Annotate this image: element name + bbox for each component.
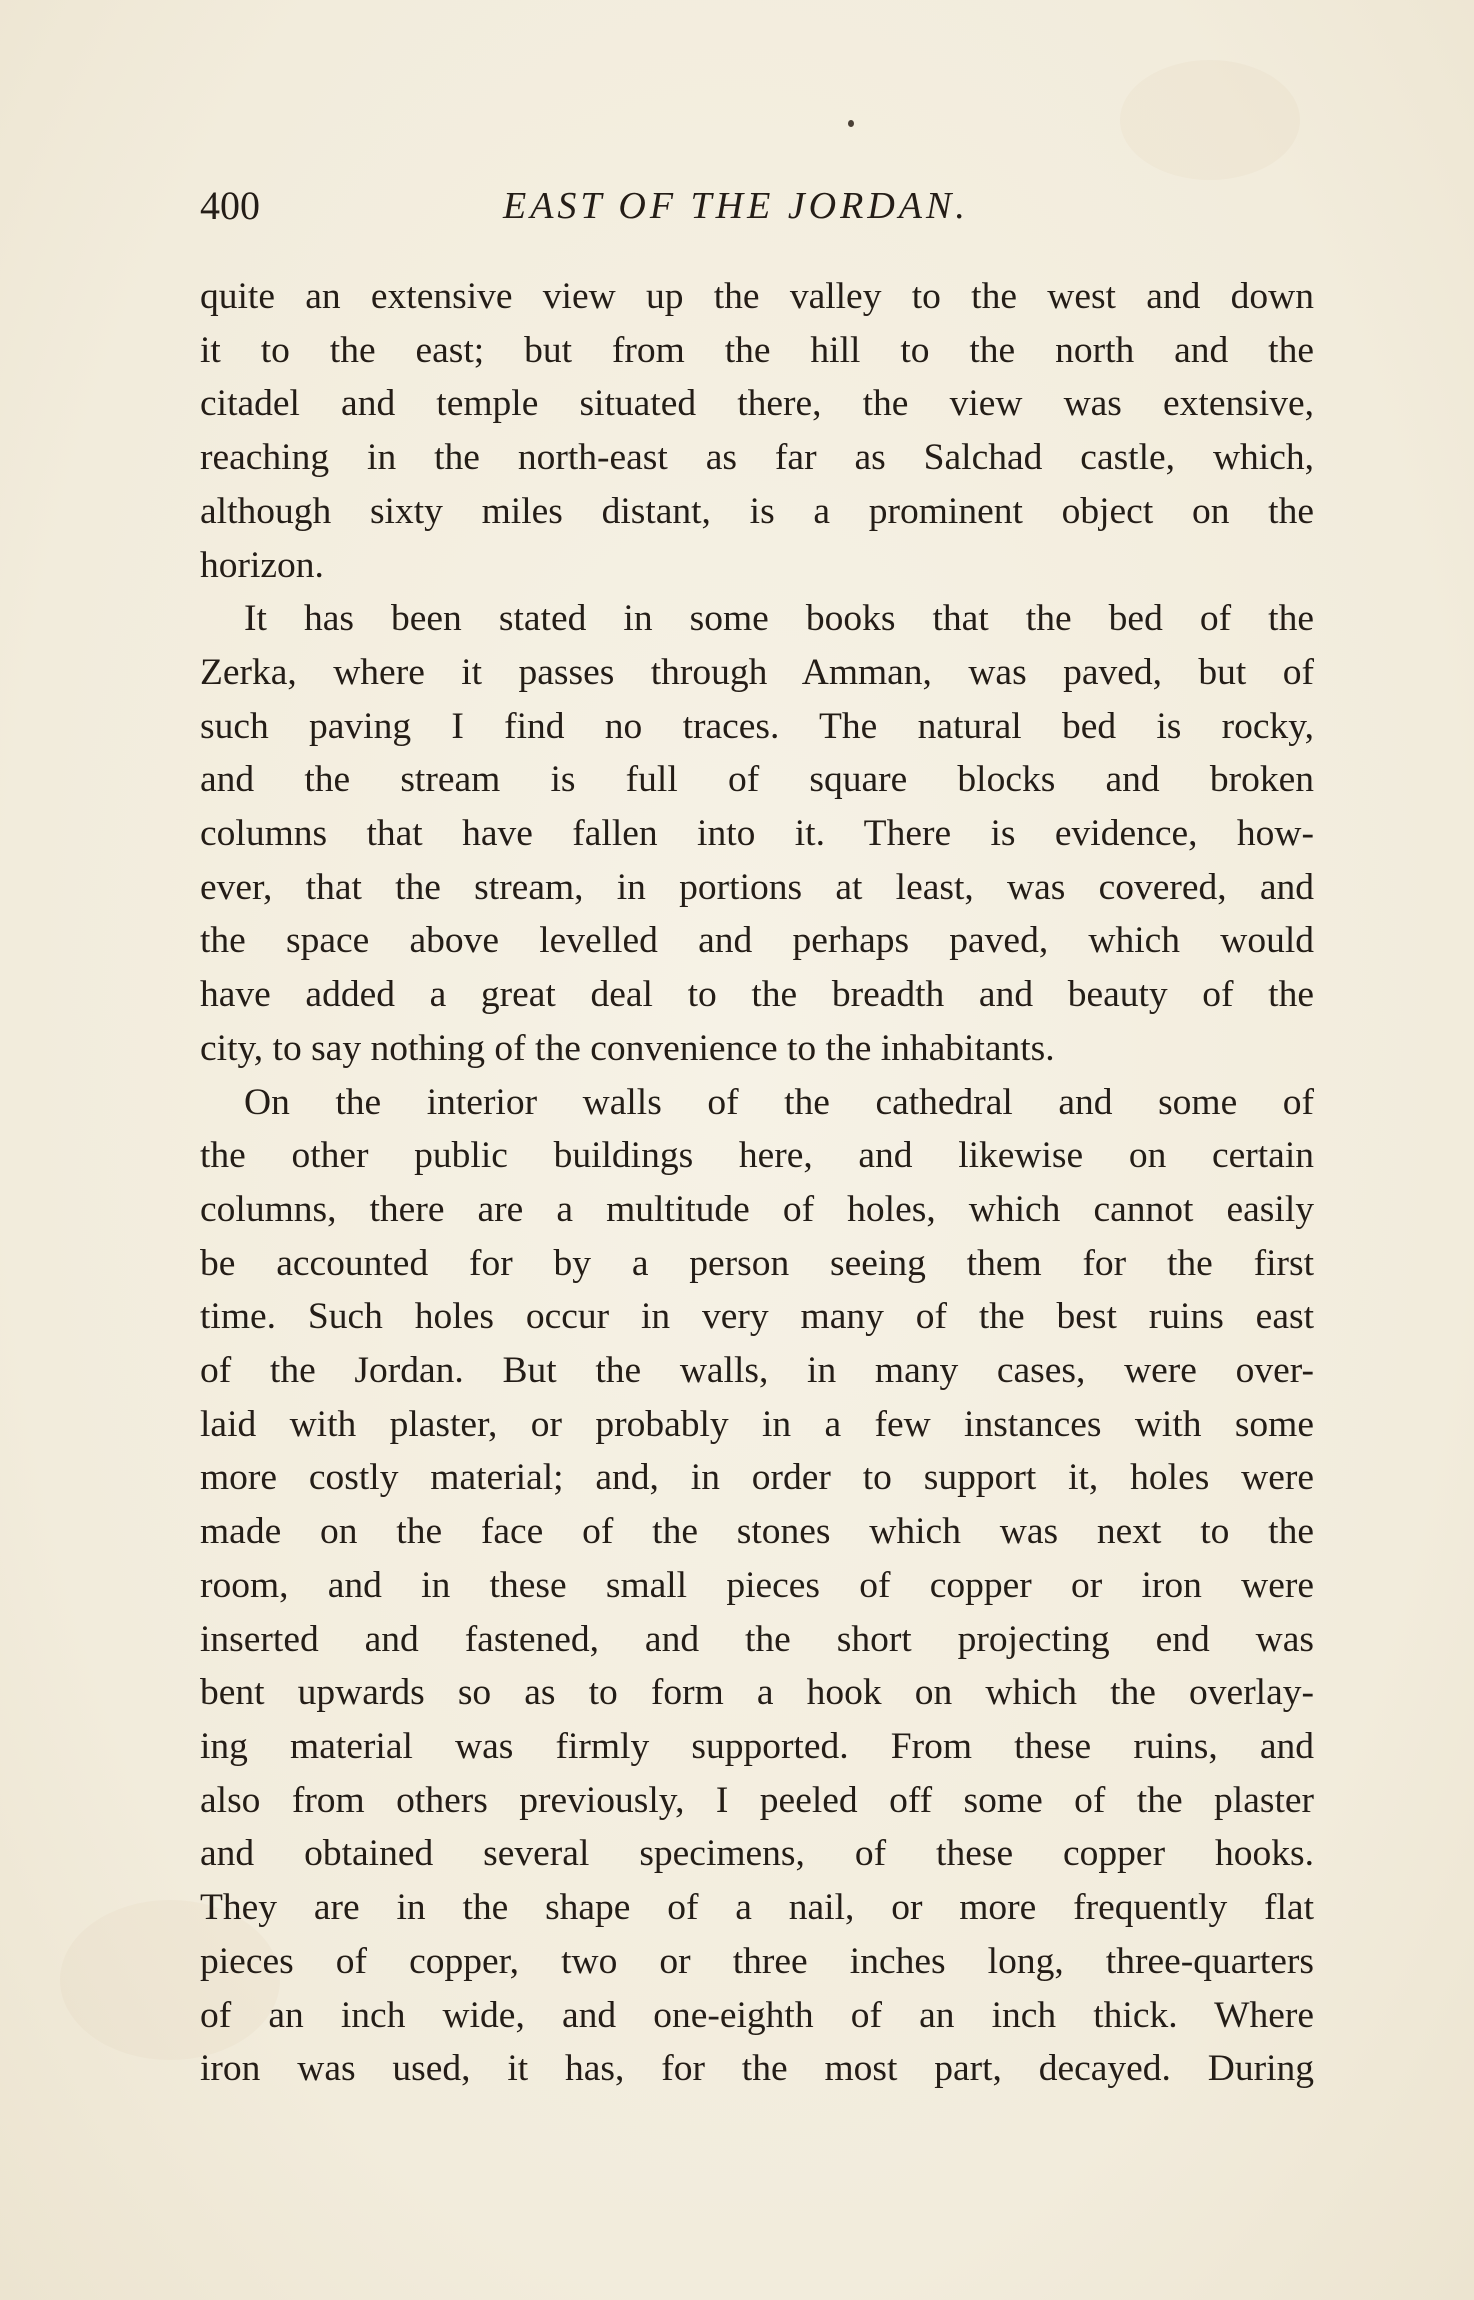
text-line: the other public buildings here, and likewise on certain (200, 1135, 1314, 1177)
body-text (200, 270, 1314, 2096)
text-line: Zerka, where it passes through Amman, was paved, but of (200, 651, 1314, 693)
text-line: room, and in these small pieces of copper or iron were (200, 1564, 1314, 1606)
text-line: it to the east; but from the hill to the north and the (200, 329, 1314, 371)
text-line: although sixty miles distant, is a prominent object on the (200, 490, 1314, 532)
text-line: It has been stated in some books that the bed of the (244, 598, 1314, 640)
text-line: horizon. (200, 544, 324, 586)
paragraph (200, 270, 1314, 592)
text-line: bent upwards so as to form a hook on which the overlay- (200, 1672, 1314, 1714)
text-line: quite an extensive view up the valley to the west and down (200, 276, 1314, 317)
text-line: They are in the shape of a nail, or more frequently flat (200, 1887, 1314, 1929)
paragraph (200, 1076, 1314, 2096)
text-line: citadel and temple situated there, the view was extensive, (200, 383, 1314, 425)
paragraph (200, 592, 1314, 1075)
text-line: columns, there are a multitude of holes, which cannot easily (200, 1188, 1314, 1230)
paper-stain (1120, 60, 1300, 180)
text-line: such paving I find no traces. The natural bed is rocky, (200, 705, 1314, 747)
text-line: the space above levelled and perhaps paved, which would (200, 920, 1314, 962)
text-line: columns that have fallen into it. There is evidence, how- (200, 813, 1314, 855)
text-line: and the stream is full of square blocks and broken (200, 759, 1314, 801)
text-line: have added a great deal to the breadth and beauty of the (200, 974, 1314, 1016)
text-line: more costly material; and, in order to support it, holes were (200, 1457, 1314, 1499)
running-head (200, 176, 1314, 236)
text-line: also from others previously, I peeled off some of the plaster (200, 1779, 1314, 1821)
running-title: EAST OF THE JORDAN. (503, 185, 969, 227)
text-line: laid with plaster, or probably in a few instances with some (200, 1403, 1314, 1445)
text-line: ing material was firmly supported. From these ruins, and (200, 1725, 1314, 1767)
text-line: city, to say nothing of the convenience to the inhabitants. (200, 1027, 1055, 1069)
text-line: inserted and fastened, and the short projecting end was (200, 1618, 1314, 1660)
text-line: of the Jordan. But the walls, in many cases, were over- (200, 1350, 1314, 1392)
page-number: 400 (200, 183, 260, 228)
text-line: iron was used, it has, for the most part, decayed. During (200, 2048, 1314, 2090)
text-line: ever, that the stream, in portions at least, was covered, and (200, 866, 1314, 908)
text-line: be accounted for by a person seeing them for the first (200, 1242, 1314, 1284)
text-line: On the interior walls of the cathedral and some of (244, 1081, 1314, 1123)
printer-dot (848, 120, 854, 127)
text-line: pieces of copper, two or three inches long, three-quarters (200, 1940, 1314, 1982)
text-line: made on the face of the stones which was next to the (200, 1511, 1314, 1553)
text-line: reaching in the north-east as far as Salchad castle, which, (200, 437, 1314, 479)
text-line: of an inch wide, and one-eighth of an inch thick. Where (200, 1994, 1314, 2036)
text-line: and obtained several specimens, of these copper hooks. (200, 1833, 1314, 1875)
text-line: time. Such holes occur in very many of the best ruins east (200, 1296, 1314, 1338)
